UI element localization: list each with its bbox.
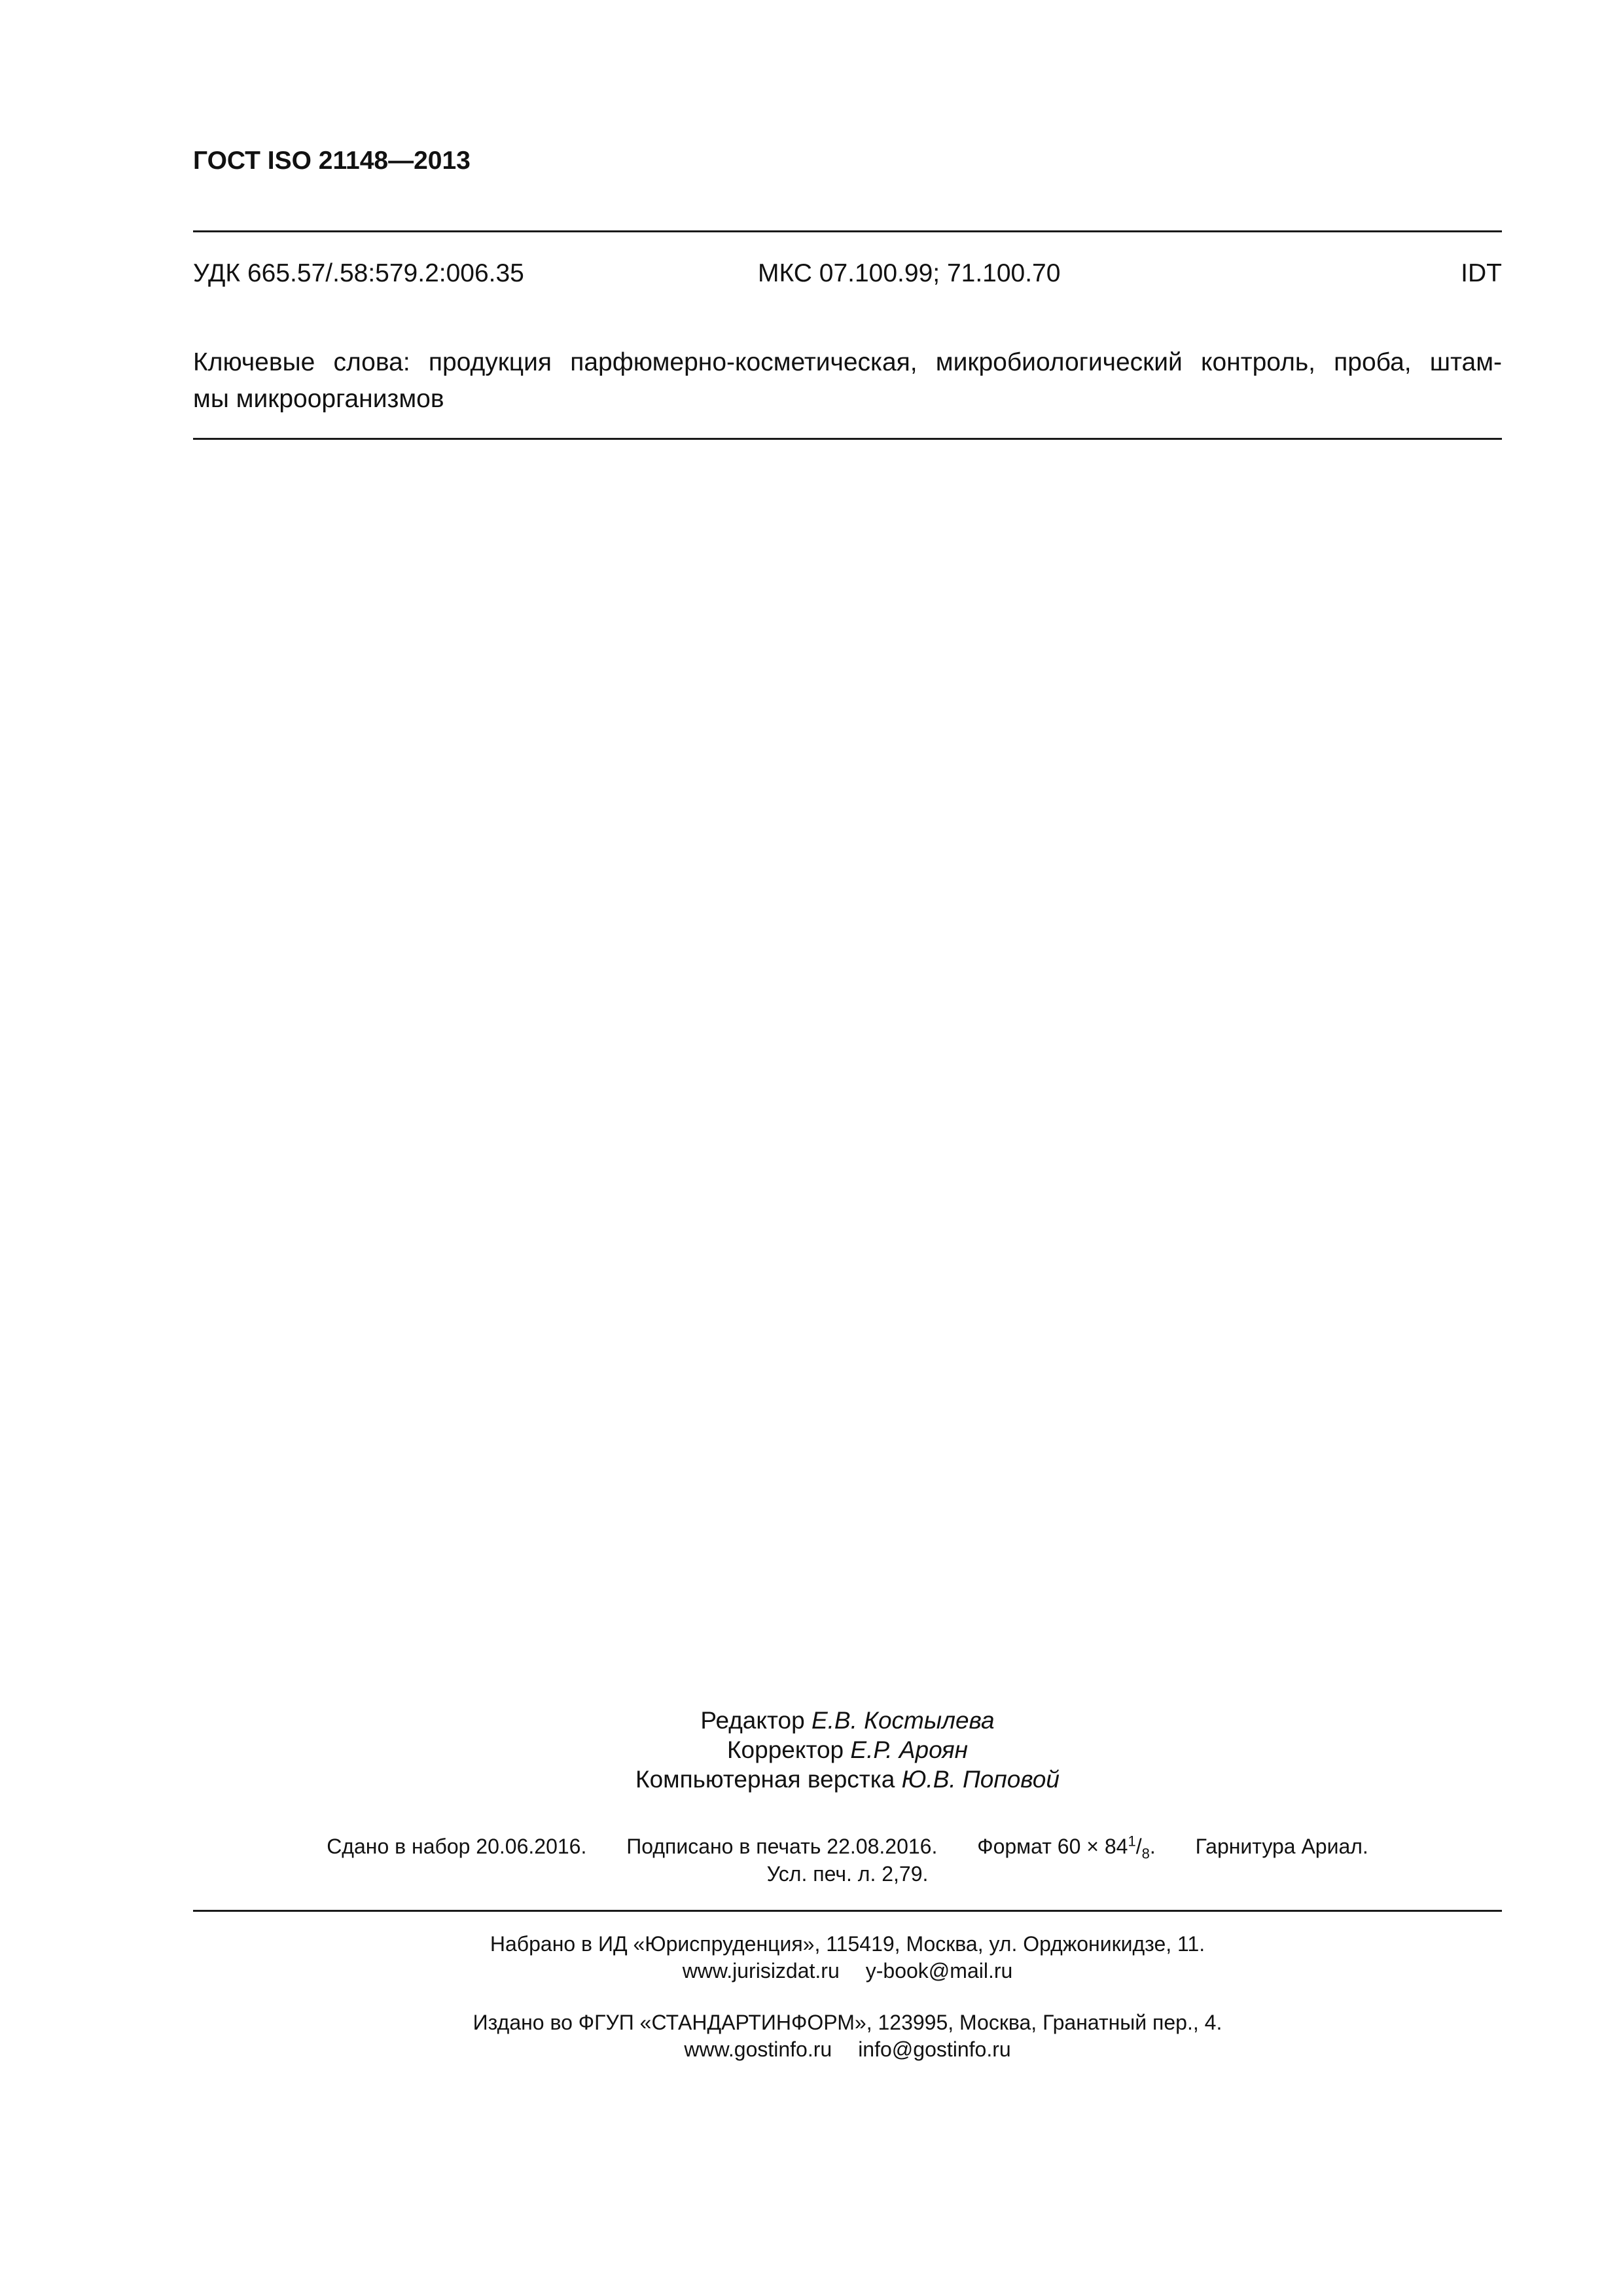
typeface: Гарнитура Ариал. [1195,1834,1368,1858]
typeset-contacts [193,1959,1502,1983]
document-title: ГОСТ ISO 21148—2013 [193,147,471,175]
format-sup: 1 [1128,1833,1136,1849]
format-prefix: Формат 60 × 84 [977,1834,1128,1858]
publisher-email: info@gostinfo.ru [858,2037,1011,2061]
submitted-date: Сдано в набор 20.06.2016. [327,1834,587,1858]
idt-label: IDT [1461,259,1502,287]
print-info-line [193,1833,1502,1862]
format-sub: 8 [1141,1845,1150,1862]
paper-format [977,1833,1156,1862]
layout-name: Ю.В. Поповой [901,1766,1060,1793]
editor-label: Редактор [700,1707,805,1734]
publisher-divider [193,1910,1502,1912]
printed-sheets: Усл. печ. л. 2,79. [766,1862,929,1886]
keywords-block [193,344,1502,418]
format-suffix: . [1149,1834,1156,1858]
publisher-line: Издано во ФГУП «СТАНДАРТИНФОРМ», 123995, Москва, Гранатный пер., 4. [473,2011,1222,2034]
corrector-name: Е.Р. Ароян [850,1736,969,1763]
signed-date: Подписано в печать 22.08.2016. [626,1834,938,1858]
format-slash: / [1135,1834,1142,1858]
udk-code: УДК 665.57/.58:579.2:006.35 [193,259,524,287]
publisher-website: www.gostinfo.ru [684,2037,832,2061]
editor-credit [193,1707,1502,1734]
top-divider [193,230,1502,232]
keywords-line-1: Ключевые слова: продукция парфюмерно-косметическая, микробиологический контроль, проба, штам- [193,348,1502,376]
typeset-website: www.jurisizdat.ru [682,1959,840,1982]
editor-name: Е.В. Костылева [811,1707,995,1734]
corrector-credit [193,1736,1502,1764]
keywords-divider [193,438,1502,440]
typeset-email: y-book@mail.ru [865,1959,1013,1982]
publisher-contacts [193,2037,1502,2062]
mks-code: МКС 07.100.99; 71.100.70 [758,259,1061,287]
typeset-line: Набрано в ИД «Юриспруденция», 115419, Москва, ул. Орджоникидзе, 11. [490,1932,1205,1956]
corrector-label: Корректор [726,1736,844,1763]
layout-credit [193,1766,1502,1793]
keywords-line-2: мы микроорганизмов [193,385,444,413]
layout-label: Компьютерная верстка [635,1766,895,1793]
